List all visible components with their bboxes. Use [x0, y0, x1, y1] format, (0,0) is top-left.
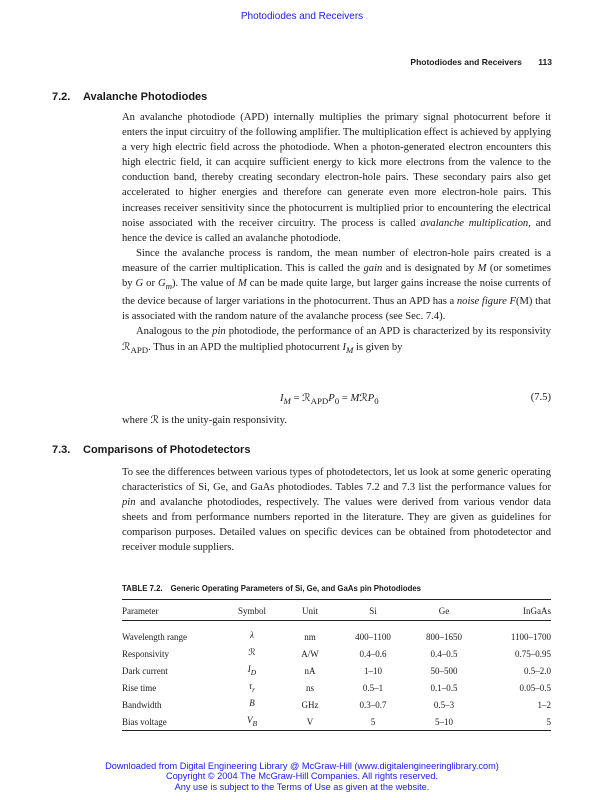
cell-ge: 800–1650 — [426, 631, 462, 642]
column-header: Unit — [301, 606, 318, 616]
table-row — [122, 713, 551, 730]
table-label: TABLE 7.2. — [122, 584, 163, 593]
equation-body: $I_M$ = $ℛ_{APD}P_0$ = MℛP$_0$ — [280, 393, 379, 407]
column-header: Si — [369, 606, 377, 616]
cell-ingaas: 0.5–2.0 — [524, 665, 551, 676]
cell-unit: A/W — [301, 648, 319, 659]
where-clause: where ℛ is the unity-gain responsivity. — [122, 415, 287, 426]
cell-unit: GHz — [301, 699, 319, 710]
cell-ingaas: 5 — [546, 716, 551, 727]
section-7-2-body — [122, 110, 551, 358]
column-header: Symbol — [237, 606, 266, 616]
table-row — [122, 620, 551, 645]
cell-parameter: Dark current — [122, 665, 168, 676]
footer-terms: Any use is subject to the Terms of Use as given at the website. — [174, 781, 430, 792]
cell-unit: ns — [305, 682, 314, 693]
section-heading-7-3 — [52, 444, 250, 456]
column-header: InGaAs — [523, 606, 551, 616]
cell-ingaas: 1100–1700 — [510, 631, 551, 642]
section-number: 7.2. — [52, 91, 71, 103]
cell-ge: 0.5–3 — [433, 699, 455, 710]
cell-symbol: ℛ — [248, 647, 256, 658]
column-header: Parameter — [122, 606, 159, 616]
cell-ge: 0.1–0.5 — [430, 682, 458, 693]
cell-ingaas: 0.05–0.5 — [519, 682, 551, 693]
cell-unit: nA — [304, 665, 316, 676]
table-caption-text: Generic Operating Parameters of Si, Ge, and GaAs pin Photodiodes — [170, 584, 422, 593]
cell-symbol: $I_D$ — [247, 664, 257, 677]
table-header-row — [122, 602, 551, 620]
paragraph: An avalanche photodiode (APD) internally multiplies the primary signal photocurrent before it enters the input circuitry of the following amplifier. The multiplication effect is achieved by applying a very high electric field across the photodiode. When a photon-generated electron encounters this high electric field, it can acquire sufficient energy to kick more electrons from the valence to the conduction band, thereby creating secondary electron-hole pairs. These secondary pairs also get accelerated to higher energies and therefore can generate even more electron-hole pairs. This increases receiver sensitivity since the photocurrent is multiplied prior to encountering the electrical noise associated with the receiver circuitry. The process is called avalanche multiplication, and hence the device is called an avalanche photodiode. — [122, 112, 552, 244]
section-number: 7.3. — [52, 444, 71, 456]
footer-download-link[interactable]: Downloaded from Digital Engineering Library @ McGraw-Hill (www.digitalengineeringlibrary.com) — [105, 761, 499, 771]
cell-ingaas: 0.75–0.95 — [515, 648, 551, 659]
table-top-rule — [122, 599, 551, 600]
cell-symbol: λ — [250, 630, 254, 641]
cell-si: 1–10 — [364, 665, 382, 676]
data-table — [122, 602, 551, 730]
cell-symbol: $\tau_r$ — [248, 681, 256, 694]
cell-parameter: Wavelength range — [122, 631, 187, 642]
section-title: Avalanche Photodiodes — [83, 91, 208, 103]
table-row — [122, 679, 551, 696]
cell-ge: 0.4–0.5 — [430, 648, 458, 659]
top-header-link[interactable]: Photodiodes and Receivers — [240, 11, 364, 22]
cell-unit: nm — [304, 631, 316, 642]
cell-si: 400–1100 — [355, 631, 391, 642]
section-heading-7-2 — [52, 91, 207, 103]
paragraph: To see the differences between various types of photodetectors, let us look at some generic operating characteristics of Si, Ge, and GaAs photodiodes. Tables 7.2 and 7.3 list the performance values for pin and avalanche photodiodes, respectively. The values were derived from various vendor data sheets and from performance numbers reported in the literature. They are given as guidelines for comparison purposes. Detailed values on specific devices can be obtained from photodetector and receiver module suppliers. — [122, 467, 551, 554]
cell-symbol: $V_B$ — [246, 715, 258, 728]
running-head-title: Photodiodes and Receivers — [410, 57, 522, 67]
cell-parameter: Bias voltage — [122, 716, 167, 727]
page-number: 113 — [538, 57, 552, 67]
cell-ge: 50–500 — [430, 665, 458, 676]
cell-si: 5 — [370, 716, 376, 727]
cell-si: 0.5–1 — [362, 682, 384, 693]
table-caption — [122, 584, 421, 593]
running-head — [410, 57, 552, 67]
cell-parameter: Rise time — [122, 682, 157, 693]
cell-parameter: Bandwidth — [122, 699, 162, 710]
cell-si: 0.3–0.7 — [359, 699, 387, 710]
download-footer — [0, 761, 604, 792]
section-title: Comparisons of Photodetectors — [83, 444, 251, 456]
section-7-3-body — [122, 465, 551, 556]
table-row — [122, 696, 551, 713]
cell-symbol: B — [249, 698, 255, 709]
paragraph: Analogous to the pin photodiode, the performance of an APD is characterized by its responsivity ℛ$_{APD}$. Thus in an APD the multiplied photocurrent $I_M$ is given by — [122, 326, 551, 355]
table-row — [122, 645, 551, 662]
cell-ingaas: 1–2 — [537, 699, 551, 710]
cell-si: 0.4–0.6 — [359, 648, 387, 659]
column-header: Ge — [438, 606, 450, 616]
table-row — [122, 662, 551, 679]
cell-ge: 5–10 — [435, 716, 453, 727]
cell-parameter: Responsivity — [122, 648, 170, 659]
table-bottom-rule — [122, 730, 551, 731]
footer-copyright: Copyright © 2004 The McGraw-Hill Companies. All rights reserved. — [165, 771, 439, 782]
paragraph: Since the avalanche process is random, the mean number of electron-hole pairs created is a measure of the carrier multiplication. This is called the gain and is designated by M (or sometimes by G or $G_m$). The value of M can be made quite large, but larger gains increase the noise currents of the device because of larger variations in the photocurrent. Thus an APD has a noise figure F(M) that is associated with the random nature of the avalanche process (see Sec. 7.4). — [122, 247, 551, 323]
equation-number: (7.5) — [530, 392, 551, 403]
equation-7-5 — [122, 392, 551, 408]
cell-unit: V — [306, 716, 314, 727]
